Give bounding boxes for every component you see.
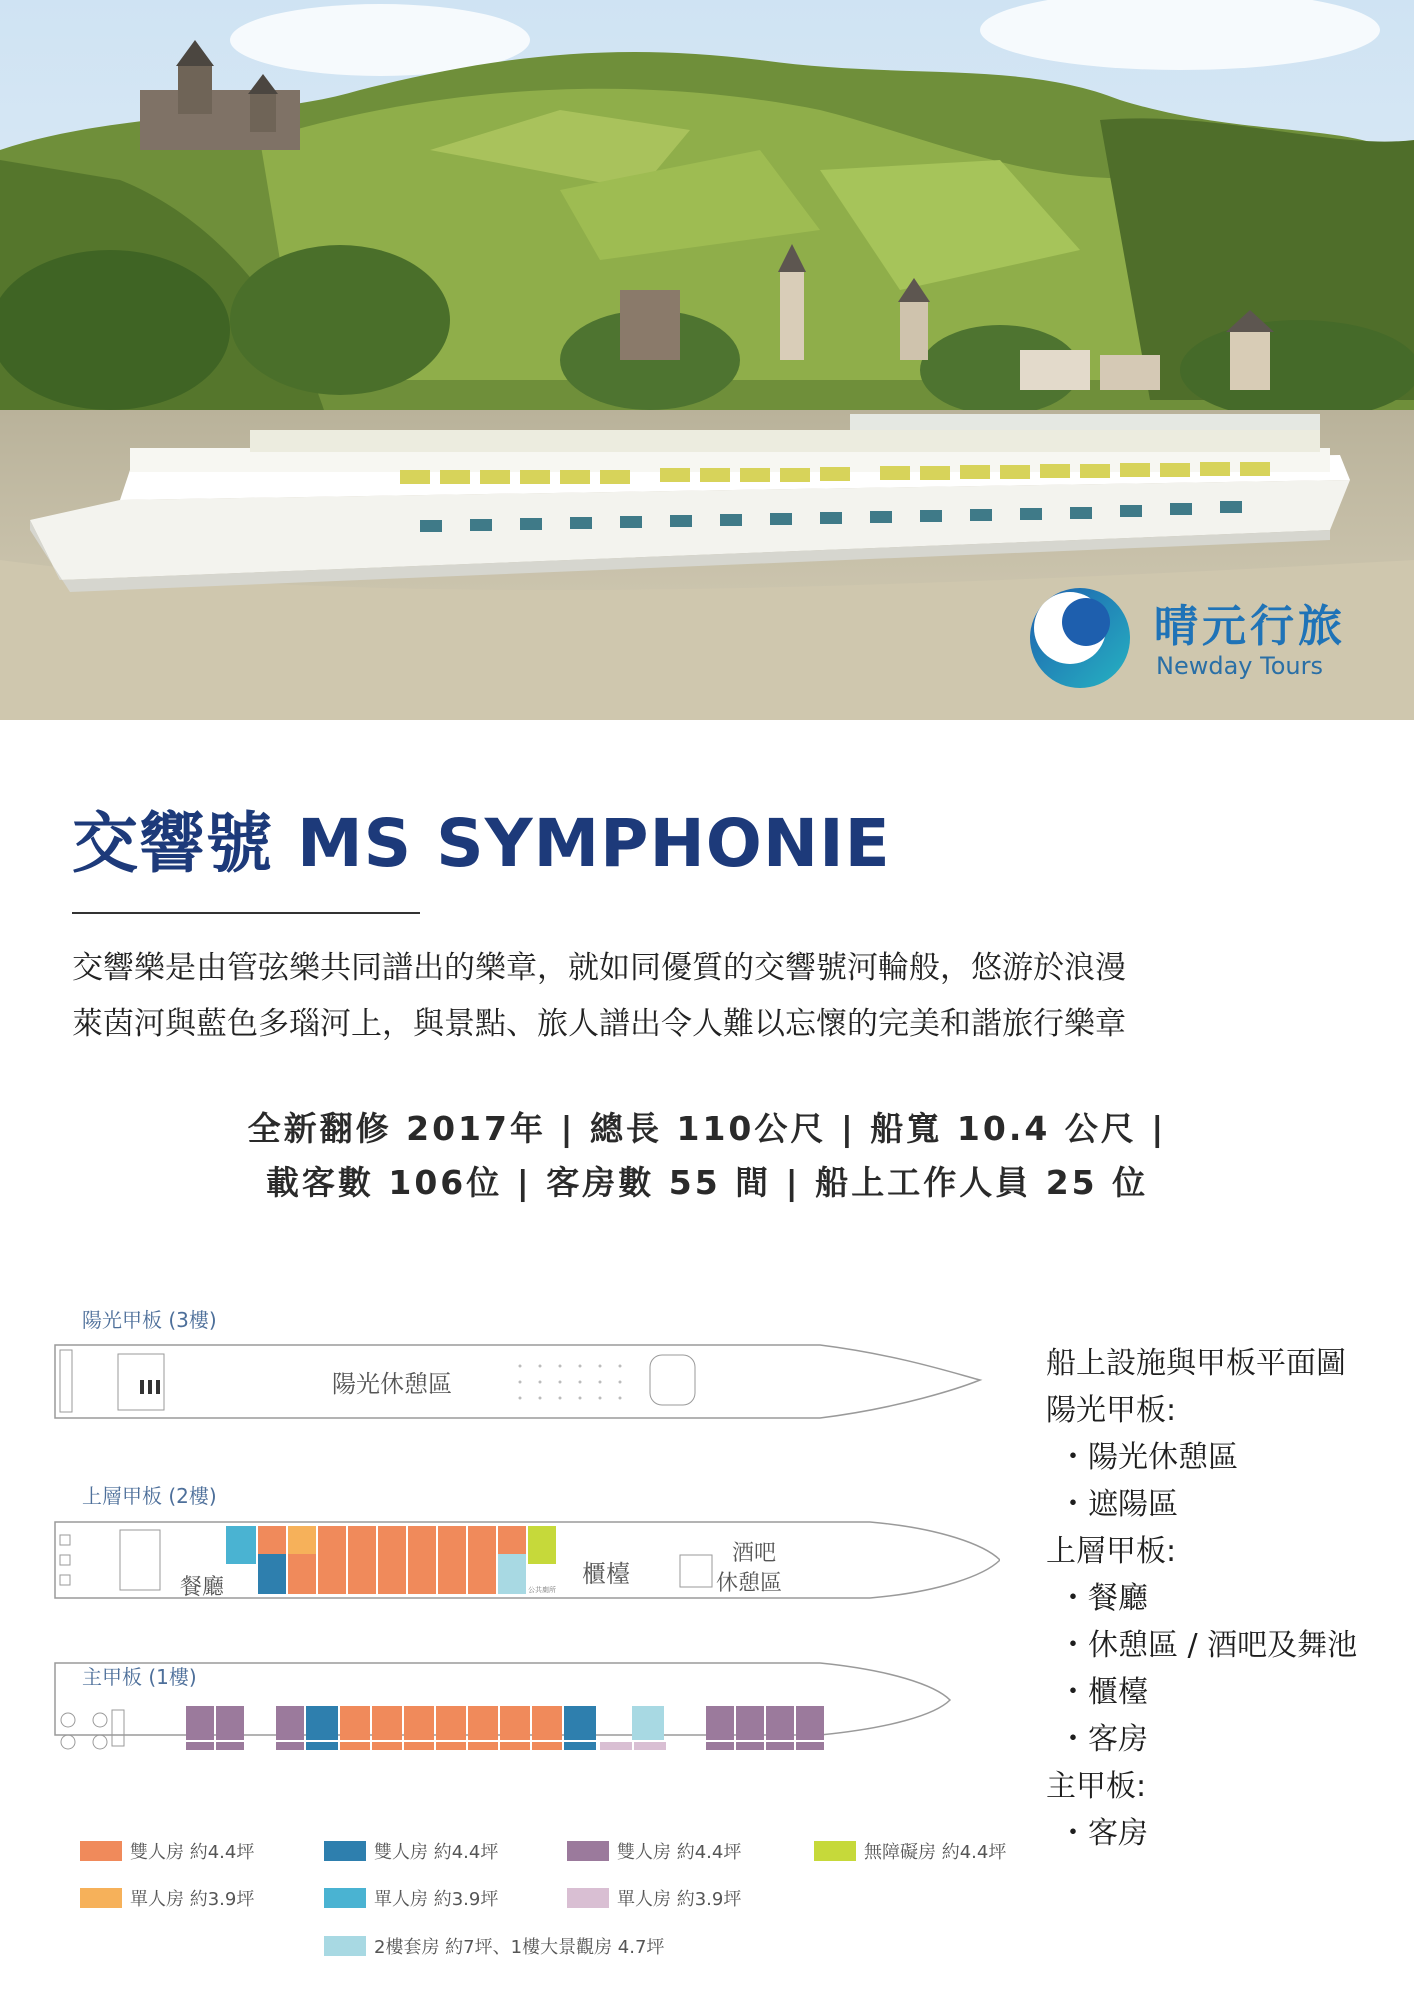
legend-item: 雙人房 約4.4坪 bbox=[567, 1838, 741, 1864]
legend-item: 單人房 約3.9坪 bbox=[80, 1885, 254, 1911]
legend-swatch bbox=[80, 1841, 122, 1861]
public-wc-label: 公共廁所 bbox=[528, 1586, 556, 1594]
legend-swatch bbox=[80, 1888, 122, 1908]
main-deck-cabins bbox=[186, 1706, 824, 1750]
legend-item: 雙人房 約4.4坪 bbox=[80, 1838, 254, 1864]
main-deck-label: 主甲板 (1樓) bbox=[82, 1665, 197, 1689]
facility-item: ・客房 bbox=[1046, 1716, 1357, 1763]
legend-swatch bbox=[324, 1841, 366, 1861]
description-line: 萊茵河與藍色多瑙河上，與景點、旅人譜出令人難以忘懷的完美和諧旅行樂章 bbox=[72, 1006, 1126, 1042]
bullet: ・ bbox=[1058, 1722, 1088, 1757]
brand-logo bbox=[1030, 588, 1375, 688]
description bbox=[72, 940, 1372, 1052]
deck-plan bbox=[0, 1330, 1000, 1750]
facility-item: ・餐廳 bbox=[1046, 1575, 1357, 1622]
facilities-list bbox=[1046, 1340, 1357, 1857]
upper-deck-cabins bbox=[226, 1526, 556, 1594]
ship-stats bbox=[0, 1102, 1414, 1210]
stats-line: 全新翻修 2017年 | 總長 110公尺 | 船寬 10.4 公尺 | bbox=[247, 1109, 1167, 1148]
legend-item: 雙人房 約4.4坪 bbox=[324, 1838, 498, 1864]
hero-photo bbox=[0, 0, 1414, 720]
facility-item: ・櫃檯 bbox=[1046, 1669, 1357, 1716]
facility-item: ・休憩區 / 酒吧及舞池 bbox=[1046, 1622, 1357, 1669]
facility-group-name: 上層甲板: bbox=[1046, 1534, 1177, 1569]
facility-item: ・客房 bbox=[1046, 1810, 1357, 1857]
page-title: 交響號 MS SYMPHONIE bbox=[72, 805, 891, 882]
legend-item: 無障礙房 約4.4坪 bbox=[814, 1838, 1006, 1864]
sun-lounge-label: 陽光休憩區 bbox=[332, 1370, 452, 1398]
sun-deck-outline bbox=[55, 1345, 980, 1418]
sun-deck-label: 陽光甲板 (3樓) bbox=[82, 1308, 217, 1332]
stats-line: 載客數 106位 | 客房數 55 間 | 船上工作人員 25 位 bbox=[265, 1163, 1149, 1202]
brand-name-cn: 晴元行旅 bbox=[1154, 601, 1346, 652]
legend-item: 單人房 約3.9坪 bbox=[567, 1885, 741, 1911]
bullet: ・ bbox=[1058, 1581, 1088, 1616]
bullet: ・ bbox=[1058, 1440, 1088, 1475]
legend-swatch bbox=[567, 1888, 609, 1908]
facility-group-name: 陽光甲板: bbox=[1046, 1393, 1177, 1428]
legend-swatch bbox=[324, 1888, 366, 1908]
bullet: ・ bbox=[1058, 1628, 1088, 1663]
upper-deck-label: 上層甲板 (2樓) bbox=[82, 1484, 217, 1508]
facility-item: ・遮陽區 bbox=[1046, 1481, 1357, 1528]
legend-swatch bbox=[567, 1841, 609, 1861]
bullet: ・ bbox=[1058, 1675, 1088, 1710]
legend-item: 2樓套房 約7坪、1樓大景觀房 4.7坪 bbox=[324, 1933, 664, 1959]
bullet: ・ bbox=[1058, 1487, 1088, 1522]
dining-label: 餐廳 bbox=[180, 1575, 225, 1600]
facility-group-name: 主甲板: bbox=[1046, 1769, 1147, 1804]
lounge-label: 休憩區 bbox=[716, 1571, 783, 1596]
legend-swatch bbox=[324, 1936, 366, 1956]
brand-name-en: Newday Tours bbox=[1156, 652, 1323, 680]
title-divider bbox=[72, 912, 420, 914]
facility-item: ・陽光休憩區 bbox=[1046, 1434, 1357, 1481]
facilities-heading: 船上設施與甲板平面圖 bbox=[1046, 1346, 1346, 1381]
description-line: 交響樂是由管弦樂共同譜出的樂章，就如同優質的交響號河輪般，悠游於浪漫 bbox=[72, 950, 1126, 986]
legend-item: 單人房 約3.9坪 bbox=[324, 1885, 498, 1911]
legend-swatch bbox=[814, 1841, 856, 1861]
bar-label: 酒吧 bbox=[732, 1541, 777, 1566]
bullet: ・ bbox=[1058, 1816, 1088, 1851]
counter-label: 櫃檯 bbox=[582, 1560, 630, 1588]
